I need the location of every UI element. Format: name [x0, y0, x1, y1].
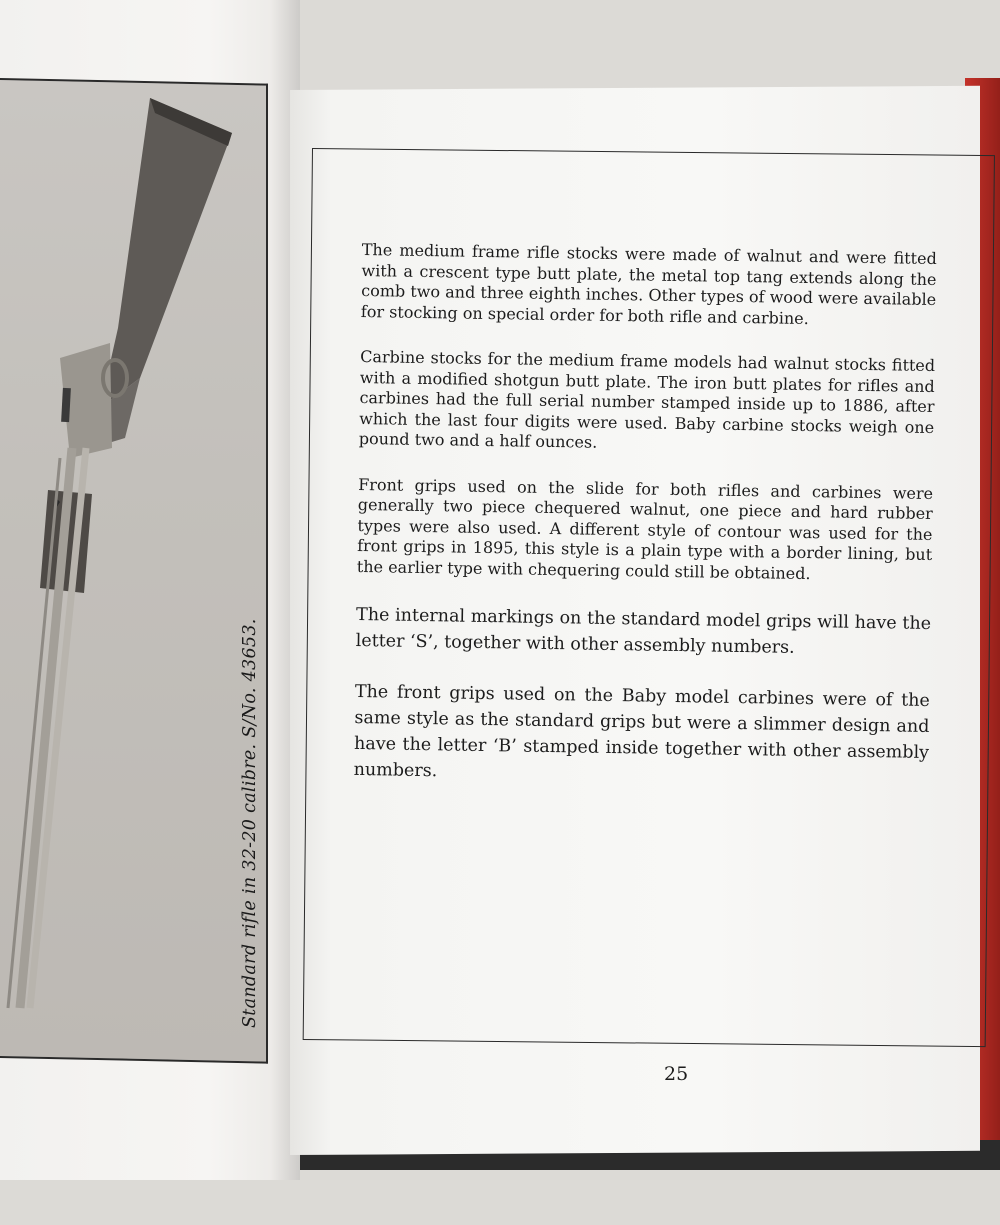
page-number: 25: [664, 1063, 689, 1085]
photo-caption: Standard rifle in 32-20 calibre. S/No. 43653.: [240, 618, 260, 1028]
paragraph: The internal markings on the standard model grips will have the letter ‘S’, together with other assembly numbers.: [355, 604, 932, 658]
paragraph: The medium frame rifle stocks were made of walnut and were fitted with a crescent type butt plate, the metal top tang extends along the comb two and three eighth inches. Other types of wood were available for stocking on special order for both rifle and carbine.: [360, 240, 937, 328]
paragraph: The front grips used on the Baby model carbines were of the same style as the standard grips but were a slimmer design and have the letter ‘B’ stamped inside together with other assembly numbers.: [353, 681, 930, 782]
paragraph: Carbine stocks for the medium frame models had walnut stocks fitted with a modified shotgun butt plate. The iron butt plates for rifles and carbines had the full serial number stamped inside up to 1886, after which the last four digits were used. Baby carbine stocks weigh one pound two and a half ounces.: [358, 346, 936, 452]
paragraph: Front grips used on the slide for both rifles and carbines were generally two piece chequered walnut, one piece and hard rubber types were also used. A different style of contour was used for the front grips in 1895, this style is a plain type with a border lining, but the earlier type with chequering could still be obtained.: [356, 474, 934, 583]
rifle-illustration: [0, 78, 268, 1058]
body-text: [353, 240, 937, 817]
